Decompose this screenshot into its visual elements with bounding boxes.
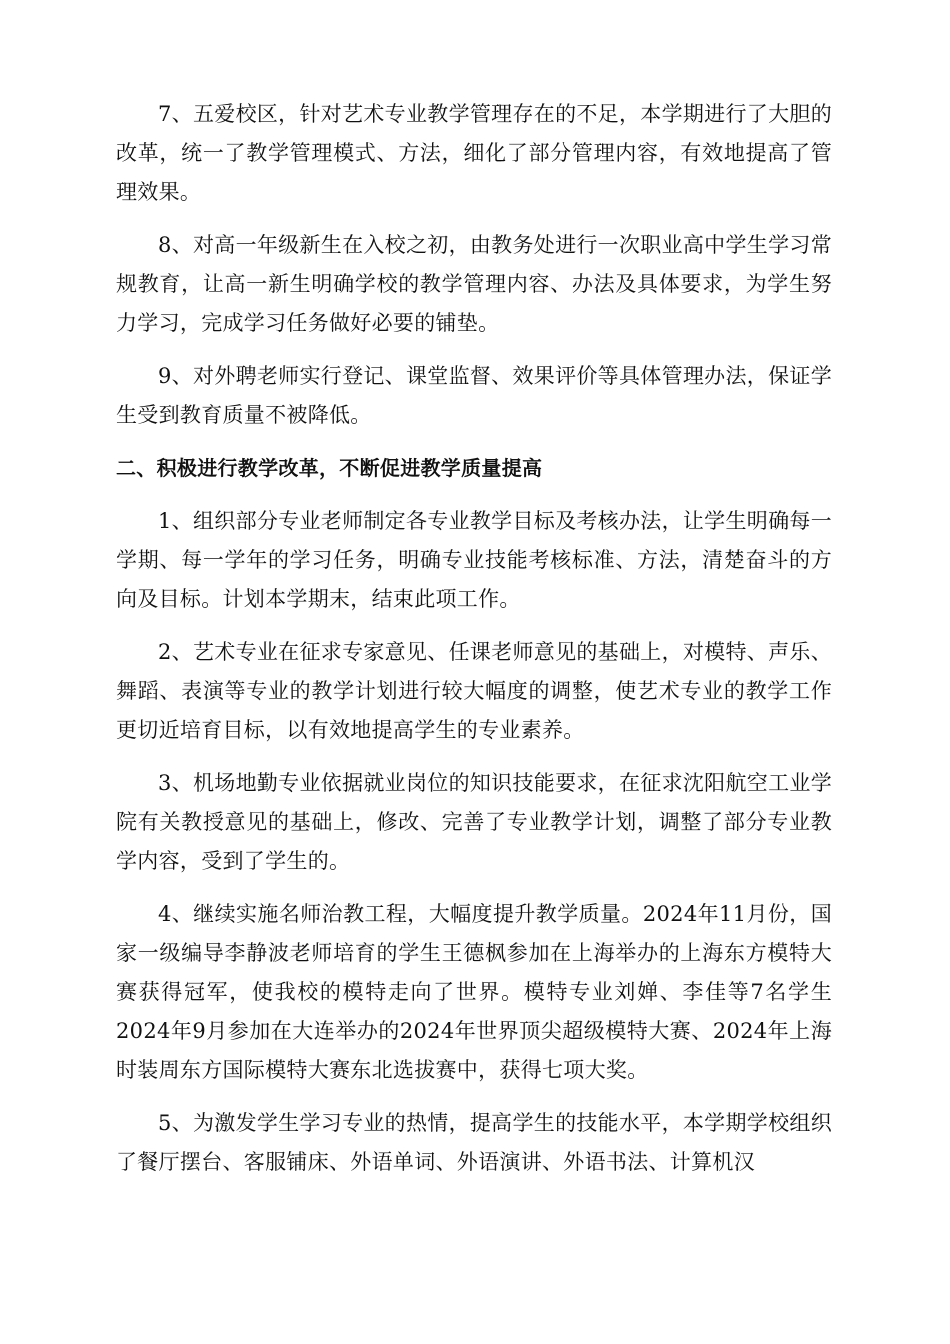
paragraph-item-7: 7、五爱校区，针对艺术专业教学管理存在的不足，本学期进行了大胆的改革，统一了教学管理模式、方法，细化了部分管理内容，有效地提高了管理效果。 [116, 102, 832, 204]
paragraph-item-9: 9、对外聘老师实行登记、课堂监督、效果评价等具体管理办法，保证学生受到教育质量不被降低。 [116, 364, 832, 427]
document-page [116, 95, 832, 1196]
section-heading: 二、积极进行教学改革，不断促进教学质量提高 [116, 456, 543, 480]
paragraph-item-5: 5、为激发学生学习专业的热情，提高学生的技能水平，本学期学校组织了餐厅摆台、客服铺床、外语单词、外语演讲、外语书法、计算机汉 [116, 1111, 832, 1174]
paragraph-item-4: 4、继续实施名师治教工程，大幅度提升教学质量。2024年11月份，国家一级编导李静波老师培育的学生王德枫参加在上海举办的上海东方模特大赛获得冠军，使我校的模特走向了世界。模特专业刘婵、李佳等7名学生2024年9月参加在大连举办的2024年世界顶尖超级模特大赛、2024年上海时装周东方国际模特大赛东北选拔赛中，获得七项大奖。 [116, 902, 832, 1082]
paragraph-item-8: 8、对高一年级新生在入校之初，由教务处进行一次职业高中学生学习常规教育，让高一新生明确学校的教学管理内容、办法及具体要求，为学生努力学习，完成学习任务做好必要的铺垫。 [116, 233, 832, 335]
paragraph-item-1: 1、组织部分专业老师制定各专业教学目标及考核办法，让学生明确每一学期、每一学年的学习任务，明确专业技能考核标准、方法，清楚奋斗的方向及目标。计划本学期末，结束此项工作。 [116, 509, 832, 611]
paragraph-item-2: 2、艺术专业在征求专家意见、任课老师意见的基础上，对模特、声乐、舞蹈、表演等专业的教学计划进行较大幅度的调整，使艺术专业的教学工作更切近培育目标，以有效地提高学生的专业素养。 [116, 640, 832, 742]
paragraph-item-3: 3、机场地勤专业依据就业岗位的知识技能要求，在征求沈阳航空工业学院有关教授意见的基础上，修改、完善了专业教学计划，调整了部分专业教学内容，受到了学生的。 [116, 771, 832, 873]
